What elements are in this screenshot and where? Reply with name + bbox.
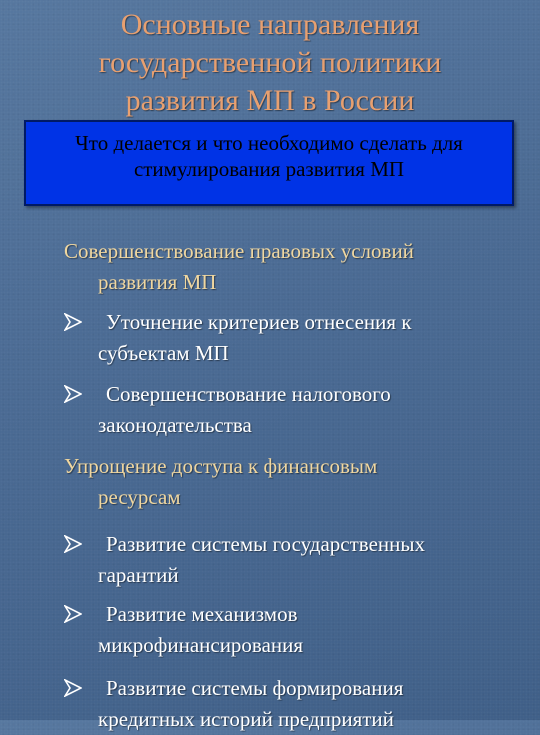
list-item <box>64 599 514 661</box>
section-heading-legal <box>64 236 514 298</box>
list-item-text: кредитных историй предприятий <box>98 707 394 731</box>
list-item-text: Развитие системы формирования <box>106 676 404 700</box>
section-heading-line: ресурсам <box>98 485 181 509</box>
arrowhead-bullet-icon <box>64 379 86 410</box>
arrowhead-bullet-icon <box>64 673 86 704</box>
section-heading-line: Упрощение доступа к финансовым <box>64 454 378 478</box>
callout-line: Что делается и что необходимо сделать для <box>75 131 463 155</box>
list-item-text: субъектам МП <box>98 341 229 365</box>
list-item-text: Совершенствование налогового <box>106 382 391 406</box>
slide-title-line: государственной политики <box>98 46 442 79</box>
list-item <box>64 673 514 735</box>
arrowhead-bullet-icon <box>64 307 86 338</box>
section-heading-line: развития МП <box>98 270 217 294</box>
arrowhead-bullet-icon <box>64 529 86 560</box>
list-item-text: микрофинансирования <box>98 633 304 657</box>
slide-title-line: Основные направления <box>120 8 420 41</box>
list-item-text: Уточнение критериев отнесения к <box>106 310 412 334</box>
slide-title-line: развития МП в России <box>125 84 415 117</box>
callout-line: стимулирования развития МП <box>133 157 405 181</box>
arrowhead-bullet-icon <box>64 599 86 630</box>
list-item <box>64 529 514 591</box>
list-item-text: Развитие механизмов <box>106 602 298 626</box>
list-item <box>64 307 514 369</box>
section-heading-finance <box>64 451 514 513</box>
list-item-text: Развитие системы государственных <box>106 532 425 556</box>
list-item-text: законодательства <box>98 413 252 437</box>
list-item <box>64 379 514 441</box>
section-heading-line: Совершенствование правовых условий <box>64 239 414 263</box>
list-item-text: гарантий <box>98 563 179 587</box>
